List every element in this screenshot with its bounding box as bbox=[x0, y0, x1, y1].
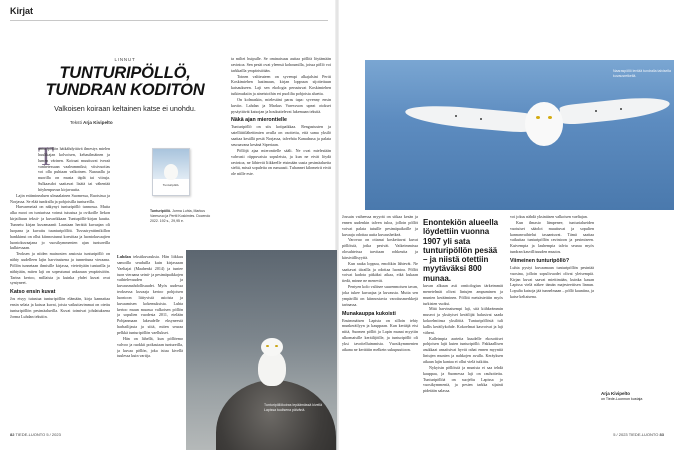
footer-left bbox=[10, 432, 61, 437]
wing-spot bbox=[480, 118, 482, 120]
paragraph: Pöllöjä ajaa mierontielle sääli. Ne ovat mielestään vahvasti riippuvaisia sopuleista, ja kun ne eivät löydä ravintoa, ne lähtevät liikkeelle etsimään uusia pesimäalueita sieltä, missä sopuleita on runsaasti. Tuhannet kilometrit eivät ole niille este. bbox=[231, 147, 331, 177]
paragraph: Jossain vaiheessa myyrät on sitkaa kesän ja ennen uudenkin talven tuloa, jolloin pöllöt voivat palata tutuille pesimäpaikoille ja kuvaaja odottaa uutta kuvaushetkeä. bbox=[342, 214, 418, 237]
magazine-name-right: TIEDE-LUONTO bbox=[628, 432, 659, 437]
paragraph: Hän on lähellä, kun pöllöemo valvoo ja ruokkii poikasiaan tuntureilla, ja kuvaa pöllön, joka istuu kivellä tuulessa kuin vartija. bbox=[117, 335, 183, 359]
lead-text: tekstikuvauksia. Hän liikkuu samoilla seuduilla kuin kirjassaan Vaeltajat (Maahenki 2014) ja tuntee tuon vieraana seinä- ja pesimäpaikkojen vaihtelevuuden ja kuvausmahdollisuudet. Myös uudessa teoksessa kuvaaja kertoo pohjoisen luontoon liittyvistä asioista ja kuvaamisen kokemuksista. Luhta kertoo muun muassa valkoisen pöllön ja sopulien vuodesta 2011, etelään Pohjanmaan lakeudelle eksyneestä harhailijasta ja siitä, miten seuraa pelkkä tunturipöllön vaellukset. bbox=[117, 254, 183, 335]
book-cover-title: Tunturipöllö. bbox=[162, 183, 180, 187]
issue-right: 5 / 2023 bbox=[613, 432, 628, 437]
paragraph: Harvarmeiaä on näkynyt tunturipöllö tunnossa. Mutta alka mooi on tunturissa voinut tutustua ja ovikoille liekon kirjailtuun teksti- ja kuvarikkaan Tuntupöllö-kirjan kautta. Tunnetu kirjan kuvamaanit Laustaan herättä kuvaajan oli luopana ja kuvattu tuunturipöllöä. Tuvustrynttimikillon hankkinut on ollut kiinnostunut koesittaa ja luontokuvaajien luontokuvaajana jo vuosikymmenien ajan tuntureilla kulkiessaan. bbox=[10, 204, 110, 251]
author-role: on Tiede-Luonnon kustaja bbox=[601, 396, 643, 401]
paragraph bbox=[117, 254, 183, 336]
page-number-right: 83 bbox=[659, 432, 664, 437]
paragraph: Kun raaka loppuu, emoltkin lähtevät. Ne saattavat tiirailla ja odottaa luontoa. Pöllöt voivat kadota pitkäksi aikaa, eikä kukaan tiedä, minne ne menevät. bbox=[342, 260, 418, 284]
owl-eye-right bbox=[275, 345, 278, 347]
byline-prefix: Teksti bbox=[70, 120, 82, 125]
text-column-5 bbox=[423, 283, 503, 428]
section-label: Kirjat bbox=[10, 6, 34, 16]
book-cover-image bbox=[152, 148, 190, 196]
subheading: Katso ensin kuvat bbox=[10, 289, 56, 296]
flying-owl-eye-left bbox=[536, 116, 540, 119]
title-line-1: TUNTURIPÖLLÖ, bbox=[59, 64, 191, 82]
paragraph: Nykyisin pöllöistä ja munista ei saa tehdä kauppaa, ja Suomessa laji on rauhoitettu. Tunturipöllöä on suojeltu Lapissa jo vuosikymmeniä, ja pesien tarkka sijainti pidetään salassa. bbox=[423, 364, 503, 394]
photo-caption-right: Naaraspöllö lentää tundralla talvisella kuvausretkellä. bbox=[613, 69, 671, 78]
text-column-6 bbox=[510, 214, 594, 428]
paragraph: kuvan alkuun asti ornitologian tärkeimmät menetelmät olivat lintujen ampuminen ja munien kerääminen. Pöllöä metsästettiin myös turkisten vuoksi. bbox=[423, 283, 503, 306]
title-line-2: TUNDRAN KODITON bbox=[45, 81, 205, 99]
text-column-2 bbox=[117, 254, 183, 428]
paragraph: Varovuo on ottanut koskettavat kuvat pöllöistä, jotka pesivät. Vaikeimmissa olosuhteissa tarvitaan rohkeutta ja kärsivällisyyttä. bbox=[342, 237, 418, 260]
owl-head bbox=[261, 338, 283, 356]
drop-cap: T bbox=[38, 142, 54, 171]
magazine-name-left: TIEDE-LUONTO bbox=[15, 432, 46, 437]
byline-author: Arja Kivipelto bbox=[83, 120, 113, 125]
page-number-left: 82 bbox=[10, 432, 15, 437]
text-column-4 bbox=[342, 214, 418, 428]
subheading: Munakauppa kukoisti bbox=[342, 310, 396, 317]
flying-owl-body bbox=[525, 102, 563, 146]
paragraph: Kun ilmasto lämpenee, tunturialueiden vuotuiset sääolot muuttuvat ja sopulien kannanvaihtelut tasaantuvat. Tämä saattaa vaikuttaa tunturipöllön ravintoon ja pesimiseen. Kuivempia ja lauhempia talvia seuraa myös tundran kasvillisuuden muutos. bbox=[510, 219, 594, 255]
book-caption-title: Tunturipöllö. bbox=[150, 209, 172, 213]
subheading: Näkä ajan mierontielle bbox=[231, 117, 287, 124]
flying-owl-photo bbox=[365, 60, 674, 210]
paragraph: Lajin eräiminealuen ulmaalainen Suomessa, Ruotsissa ja Norjassa. Se elää tundralla ja pohjoisilla tuntureilla. bbox=[10, 192, 110, 204]
paragraph: Tunturipöllö on siis kotipaikkaa. Rengastusten ja satelliittilähettimien avulla on osoitettu, että sama yksilö saattaa kesällä pesiä Norjassa, talvehtia Kanadassa ja palata seuraavana kesänä Siperiaan. bbox=[231, 124, 331, 147]
paragraph: Ensimmäisen Lapista on silloin tehty munkeräilyyn ja kauppaan. Kun kerääjä etsi niitä, Suomen pöllöt ja Lapin munat myytiin ulkomaisille keräilijöille, ja tunturipöllö oli yksi tavoitelluimmista. Vuosikymmenien aikana ne kerättiin melkein sukupuuttoon. bbox=[342, 317, 418, 352]
text-column-1 bbox=[10, 142, 110, 428]
author-box bbox=[601, 392, 663, 402]
photo-caption-left: Tunturipöllökoiras lepäämässä kivellä Lapissa tuulisena päivänä. bbox=[264, 403, 323, 412]
flying-owl-eye-right bbox=[548, 116, 552, 119]
intro-paragraph: unturipöllön hätkähdyttävä ilmestys mielen huulikajan kolvoisen, kehasilmäinen ja lumen värinen. Koiraat muuttuvat iveraä vanhetessaan vaaleammiksi; viisivuotias voi olla puhtaan valkoinen. Naaraalla ja nuorilla on musta täplä tai viiruja. Sulkaasdot saattavat lisätä tai vähentää höyhenpuvun kirjavuutta. bbox=[38, 146, 110, 192]
book-cover-owl bbox=[164, 164, 178, 180]
paragraph: Teoksen ja niiden mainosten ansiosta tunturipöllö on nähty uudelleen lajin harvinaisena ja tunnettuna vieraana. Pöllön tunnetaan ihmisille kirjassa, vietettyään tunturilla ja nähtyään, miten laji on sopeutunut ankaraan ympäristöön. Tarina kertoo, millaista ja kuinka yhdet kuvat ovat syntyneet. bbox=[10, 251, 110, 286]
paragraph: voi jokus nähdä yksinäisen valkoisen vaeltajan. bbox=[510, 214, 588, 219]
paragraph: Toinen valtteuteen on syvempi alkajalsini Pertti Koskimiehen laatimaan, kirjan loppuun sijoitettuun katsaukseen. Laji sen ekologia perustuvat Koskimiehen tutkimuksiin ja aineistoihin eri puolilta pohjoista aluetta. bbox=[231, 73, 331, 97]
paragraph: Pentyen kolo valitsee suurenmoisen tavan, joka tukee kuvaajaa ja kuvausta. Mutta sen ympärillä on kiinnostavia varoitusmerkkejä tarinassa. bbox=[342, 284, 418, 307]
wing-spot bbox=[620, 108, 622, 110]
rock-shape bbox=[216, 380, 336, 450]
book-caption-body: Jorma Luhta, Markus Varesvuo ja Pertti Koskimies. Docendo 2022. 192 s., 29,95 e. bbox=[150, 209, 211, 223]
author-name: Arja Kivipelto bbox=[601, 391, 631, 396]
article-title bbox=[0, 65, 250, 99]
subheading: Viimeinen tunturipöllö? bbox=[510, 257, 570, 264]
lead-word: Luhdan bbox=[117, 254, 131, 259]
paragraph: Jos etsyy tutustua tunturipöllön elämään, kirja kannattaa ensin selata ja katsoa kuvat, joista vaikuttavimmat on otettu tunturipöllön pesimäalueilla. Kuvat toimivat johdatuksena Jorma Luhdan tekstiin. bbox=[10, 296, 110, 319]
owl-wing-right bbox=[559, 94, 670, 125]
pull-quote: Enontekiön alueella löydettiin vuonna 1907 yli sata tunturipöllön pesää – ja niistä otettiin myytäväksi 800 munaa. bbox=[423, 218, 499, 283]
paragraph: ta miltei huipulle. Se ominaisuus auttaa pöllöä löytämään ravintoa. Sen pesät ovat yleensä kohoumilla, joissa pöllö voi tarkkailla ympäristöään. bbox=[231, 56, 331, 73]
paragraph: Kalleimpia aarteita kuudelle ekosottiset pohjoisen lajit kuten tunturipöllö. Pakkaallisen asukkaat ansaitsivat hyvät rahat ennen myyntiä lintujen munien ja nahkojen avulla. Keräyksen aikaan lajin kantaa ei ollut vielä tutkittu. bbox=[423, 335, 503, 364]
wing-spot bbox=[455, 115, 457, 117]
wing-spot bbox=[595, 110, 597, 112]
owl-wing-left bbox=[404, 102, 535, 133]
issue-left: 5 / 2023 bbox=[46, 432, 61, 437]
paragraph: On kolmaskin, mielestäni paras tapa: syvenny ensin kuviin. Lahdan ja Markus Varesvuon upeat otokset pysäyttävät katsojan ja houkuttelevat lukemaan tekstiä. bbox=[231, 96, 331, 114]
article-kicker: LINNUT bbox=[114, 57, 136, 62]
book-caption bbox=[150, 209, 214, 223]
paragraph: Mitä harvinaisempi laji, sitä kiihkeämmin museot ja yksityiset keräilijät halusivat saada kokoelmiinsa yksilöitä. Tunturipöllöstä tuli kallis keräilykohde. Kokoelmat kasvoivat ja laji väheni. bbox=[423, 306, 503, 335]
section-rule bbox=[10, 20, 328, 21]
owl-eye-left bbox=[266, 345, 269, 347]
owl-on-rock-photo bbox=[186, 250, 337, 450]
article-subtitle: Valkoisen koiraan keltainen katse ei unohdu. bbox=[54, 104, 196, 113]
article-byline bbox=[70, 120, 113, 125]
footer-right bbox=[613, 432, 664, 437]
paragraph: Luhta pystyi kuvaamaan tunturipöllön pesintää vuosina, jolloin sopulivuodet olivat yleisempiä. Kirjan kuvat saavat miettimään, kuinka kauan Lapissa vielä näkee tämän majesteettisen linnun. Lopulta katsoja jää tunnelmaan – pöllö kauniina, ja katse keltaisena. bbox=[510, 264, 594, 300]
text-column-3 bbox=[231, 56, 331, 248]
